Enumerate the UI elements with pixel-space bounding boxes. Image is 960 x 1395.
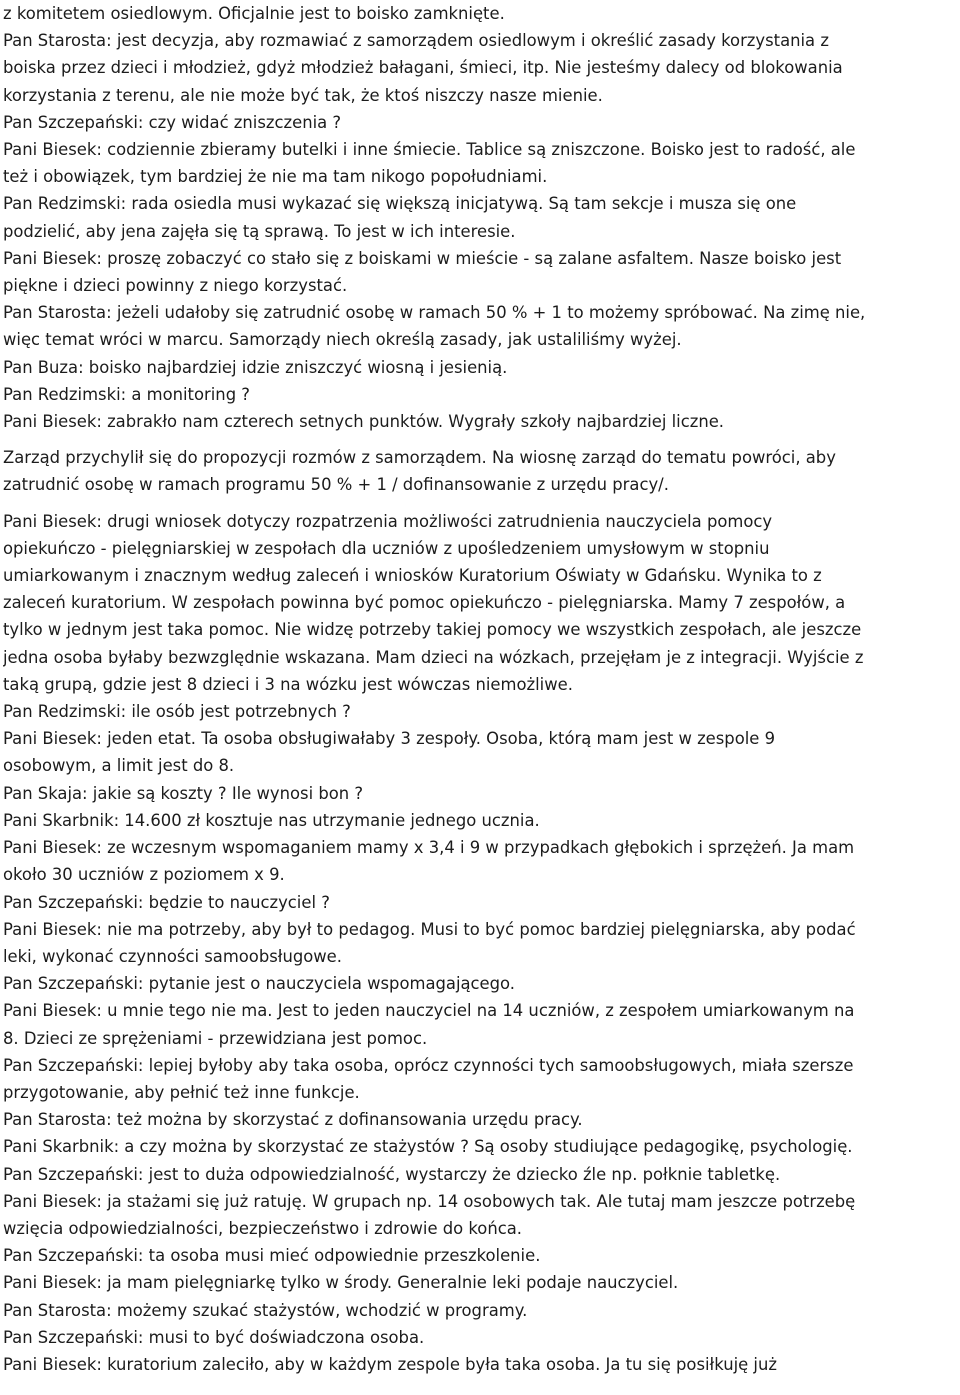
text-line: Pani Skarbnik: a czy można by skorzystać ze stażystów ? Są osoby studiujące pedagogikę, psychologię. — [3, 1137, 853, 1157]
text-line: Pan Starosta: też można by skorzystać z dofinansowania urzędu pracy. — [3, 1110, 583, 1130]
text-line: więc temat wróci w marcu. Samorządy niech określą zasady, jak ustaliliśmy wyżej. — [3, 330, 682, 350]
text-line: umiarkowanym i znacznym według zaleceń i wniosków Kuratorium Oświaty w Gdańsku. Wynika to z — [3, 566, 822, 586]
text-line: Pan Szczepański: czy widać zniszczenia ? — [3, 112, 342, 132]
text-line: jedna osoba byłaby bezwzględnie wskazana. Mam dzieci na wózkach, przejęłam je z integracji. Wyjście z — [3, 647, 864, 667]
text-line: boiska przez dzieci i młodzież, gdyż młodzież bałagani, śmieci, itp. Nie jesteśmy dalecy od blokowania — [3, 58, 843, 78]
text-line: wzięcia odpowiedzialności, bezpieczeństwo i zdrowie do końca. — [3, 1218, 522, 1238]
resolution-paragraph — [3, 444, 957, 498]
text-line: Pan Redzimski: a monitoring ? — [3, 384, 251, 404]
text-line: opiekuńczo - pielęgniarskiej w zespołach dla uczniów z upośledzeniem umysłowym w stopniu — [3, 538, 770, 558]
text-line: Pan Szczepański: ta osoba musi mieć odpowiednie przeszkolenie. — [3, 1246, 541, 1266]
text-line: Pan Starosta: możemy szukać stażystów, wchodzić w programy. — [3, 1300, 528, 1320]
text-line: Pan Szczepański: pytanie jest o nauczyciela wspomagającego. — [3, 974, 515, 994]
text-line: przygotowanie, aby pełnić też inne funkcje. — [3, 1082, 360, 1102]
text-line: podzielić, aby jena zajęła się tą sprawą. To jest w ich interesie. — [3, 221, 516, 241]
text-line: Pani Biesek: ja mam pielęgniarkę tylko w środy. Generalnie leki podaje nauczyciel. — [3, 1273, 679, 1293]
request-section — [3, 508, 957, 1379]
text-line: Pan Redzimski: ile osób jest potrzebnych ? — [3, 702, 351, 722]
text-line: Pani Skarbnik: 14.600 zł kosztuje nas utrzymanie jednego ucznia. — [3, 810, 540, 830]
text-line: Pani Biesek: kuratorium zaleciło, aby w każdym zespole była taka osoba. Ja tu się posiłkuję już — [3, 1354, 777, 1374]
text-line: około 30 uczniów z poziomem x 9. — [3, 865, 285, 885]
text-line: tylko w jednym jest taka pomoc. Nie widzę potrzeby takiej pomocy we wszystkich zespołach, ale jeszcze — [3, 620, 862, 640]
text-line: Pan Buza: boisko najbardziej idzie zniszczyć wiosną i jesienią. — [3, 357, 508, 377]
text-line: zaleceń kuratorium. W zespołach powinna być pomoc opiekuńczo - pielęgniarska. Mamy 7 zespołów, a — [3, 593, 846, 613]
discussion-section — [3, 0, 957, 435]
text-line: leki, wykonać czynności samoobsługowe. — [3, 946, 342, 966]
text-line: Pani Biesek: codziennie zbieramy butelki i inne śmiecie. Tablice są zniszczone. Boisko jest to radość, ale — [3, 140, 856, 160]
text-line: 8. Dzieci ze sprężeniami - przewidziana jest pomoc. — [3, 1028, 428, 1048]
text-line: Pani Biesek: jeden etat. Ta osoba obsługiwałaby 3 zespoły. Osoba, którą mam jest w zespole 9 — [3, 729, 776, 749]
text-line: Pan Starosta: jest decyzja, aby rozmawiać z samorządem osiedlowym i określić zasady korzystania z — [3, 31, 829, 51]
text-line: Pan Skaja: jakie są koszty ? Ile wynosi bon ? — [3, 783, 364, 803]
text-line: z komitetem osiedlowym. Oficjalnie jest to boisko zamknięte. — [3, 4, 505, 23]
text-line: Pan Szczepański: jest to duża odpowiedzialność, wystarczy że dziecko źle np. połknie tabletkę. — [3, 1164, 781, 1184]
text-line: taką grupą, gdzie jest 8 dzieci i 3 na wózku jest wówczas niemożliwe. — [3, 674, 573, 694]
text-line: Pani Biesek: drugi wniosek dotyczy rozpatrzenia możliwości zatrudnienia nauczyciela pomocy — [3, 511, 773, 531]
text-line: Pani Biesek: ze wczesnym wspomaganiem mamy x 3,4 i 9 w przypadkach głębokich i sprzężeń. Ja mam — [3, 838, 855, 858]
text-line: piękne i dzieci powinny z niego korzystać. — [3, 276, 348, 296]
text-line: Pani Biesek: nie ma potrzeby, aby był to pedagog. Musi to być pomoc bardziej pielęgniarska, aby podać — [3, 919, 856, 939]
text-line: Pani Biesek: ja stażami się już ratuję. W grupach np. 14 osobowych tak. Ale tutaj mam jeszcze potrzebę — [3, 1191, 856, 1211]
text-line: Pan Szczepański: musi to być doświadczona osoba. — [3, 1327, 425, 1347]
text-line: Pani Biesek: zabrakło nam czterech setnych punktów. Wygrały szkoły najbardziej liczne. — [3, 412, 725, 432]
text-line: Pani Biesek: proszę zobaczyć co stało się z boiskami w mieście - są zalane asfaltem. Nasze boisko jest — [3, 248, 842, 268]
paragraph-gap — [3, 499, 957, 508]
text-line: Pan Szczepański: lepiej byłoby aby taka osoba, oprócz czynności tych samoobsługowych, miała szersze — [3, 1055, 854, 1075]
text-line: Pani Biesek: u mnie tego nie ma. Jest to jeden nauczyciel na 14 uczniów, z zespołem umiarkowanym na — [3, 1001, 855, 1021]
text-line: Pan Starosta: jeżeli udałoby się zatrudnić osobę w ramach 50 % + 1 to możemy spróbować. Na zimę nie, — [3, 303, 866, 323]
text-line: zatrudnić osobę w ramach programu 50 % + 1 / dofinansowanie z urzędu pracy/. — [3, 475, 669, 495]
text-line: korzystania z terenu, ale nie może być tak, że ktoś niszczy nasze mienie. — [3, 85, 603, 105]
text-line: Pan Szczepański: będzie to nauczyciel ? — [3, 892, 330, 912]
paragraph-gap — [3, 435, 957, 444]
text-line: osobowym, a limit jest do 8. — [3, 756, 235, 776]
text-line: Zarząd przychylił się do propozycji rozmów z samorządem. Na wiosnę zarząd do tematu powróci, aby — [3, 448, 836, 468]
text-line: Pan Redzimski: rada osiedla musi wykazać się większą inicjatywą. Są tam sekcje i musza się one — [3, 194, 797, 214]
text-line: też i obowiązek, tym bardziej że nie ma tam nikogo popołudniami. — [3, 167, 548, 187]
